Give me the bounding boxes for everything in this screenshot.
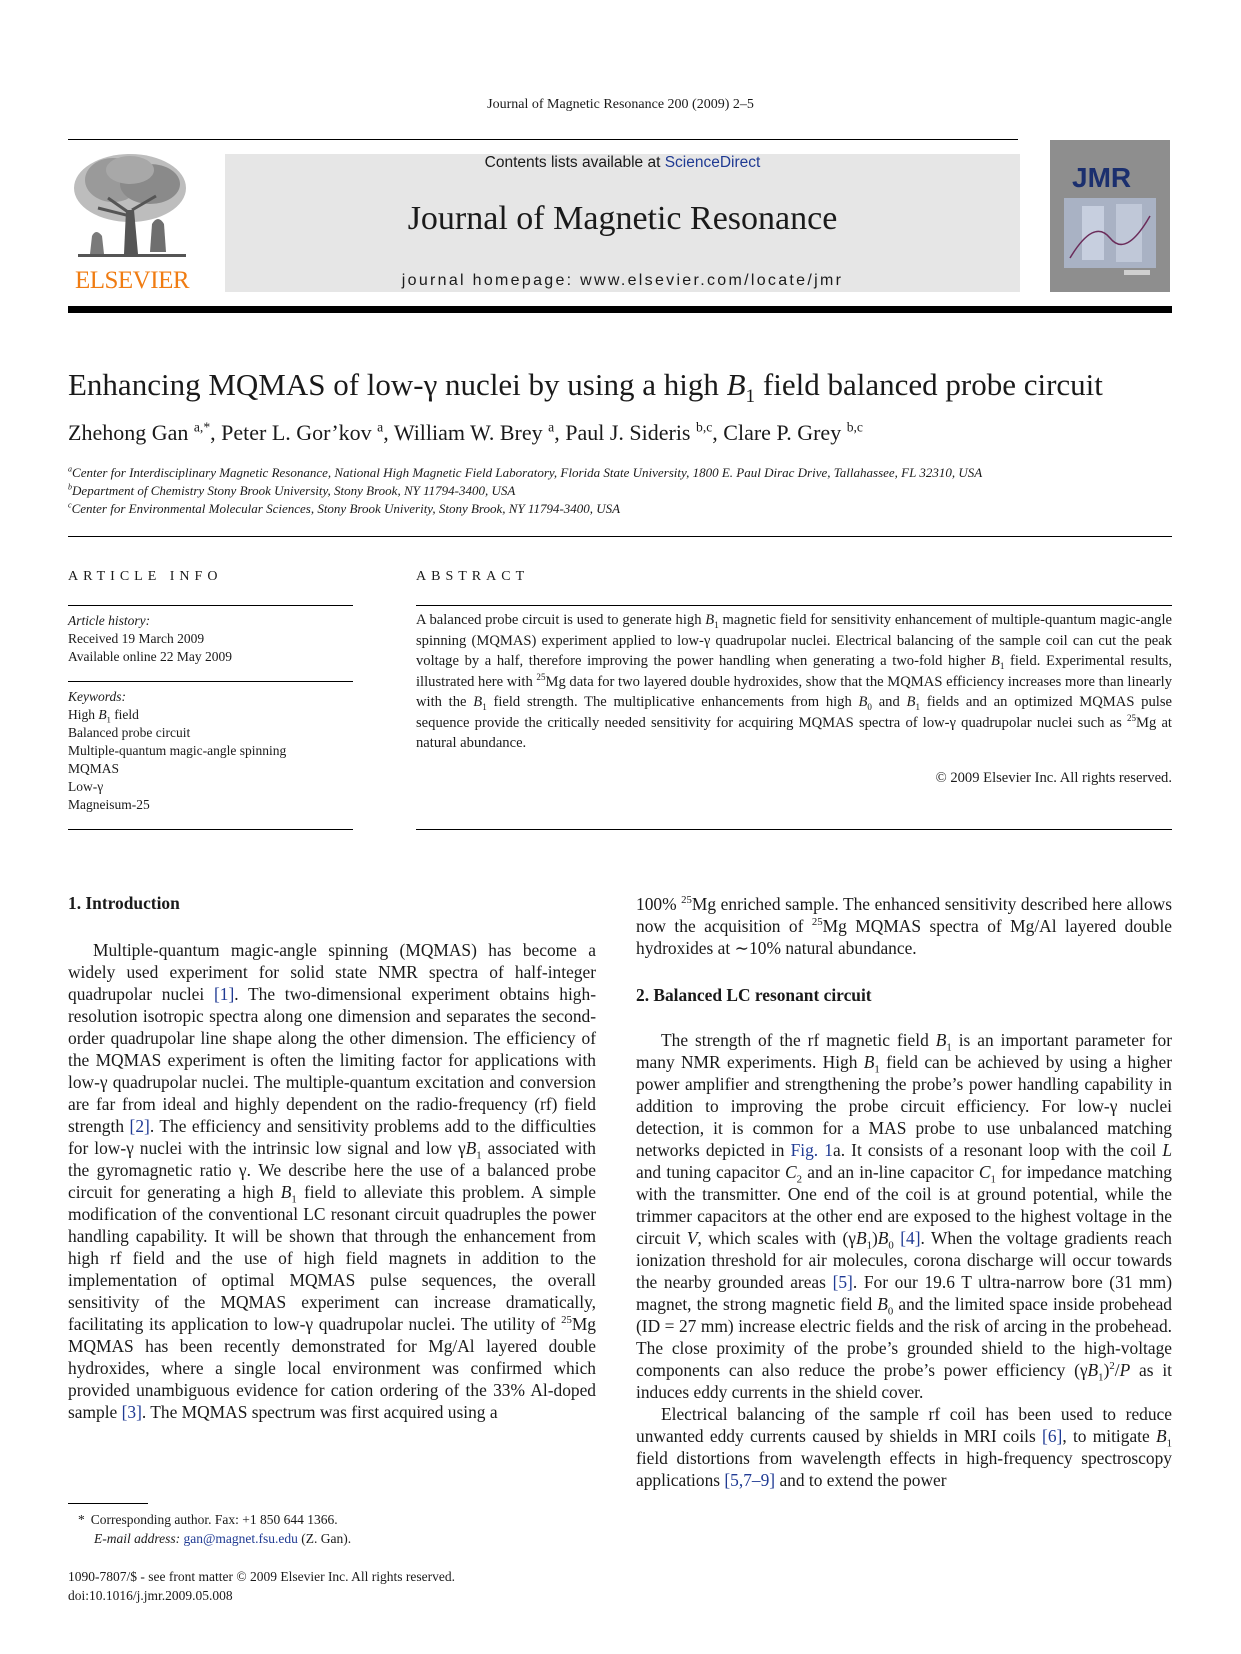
section-heading-introduction: 1. Introduction bbox=[68, 893, 180, 913]
paragraph: Electrical balancing of the sample rf coil has been used to reduce unwanted eddy currents caused by shields in MRI coils [6], to mitigate $B_1$ field distortions from wavelength effects in high-frequency spectroscopy applications [5,7–9] and to extend the power bbox=[636, 1404, 1172, 1490]
elsevier-logo bbox=[68, 150, 196, 295]
affiliation: $^b$Department of Chemistry Stony Brook University, Stony Brook, NY 11794-3400, USA bbox=[68, 482, 516, 498]
author-name[interactable]: Zhehong Gan bbox=[68, 420, 189, 445]
journal-homepage[interactable]: journal homepage: www.elsevier.com/locate/jmr bbox=[401, 272, 844, 289]
cover-title: JMR bbox=[1072, 162, 1132, 193]
author-affiliation-mark[interactable]: a,* bbox=[193, 419, 211, 435]
citation-link[interactable]: [3] bbox=[121, 1402, 142, 1422]
header-rule bbox=[68, 139, 1018, 140]
contents-line bbox=[225, 154, 1020, 172]
email-note: E-mail address: gan@magnet.fsu.edu (Z. Gan). bbox=[94, 1531, 352, 1546]
abstract-copyright: © 2009 Elsevier Inc. All rights reserved. bbox=[935, 770, 1172, 786]
paragraph: The strength of the rf magnetic field $B_1$ is an important parameter for many NMR experiments. High $B_1$ field can be achieved by using a higher power amplifier and strengthening the probe’s power handling capability in addition to improving the probe circuit efficiency. For low-γ nuclei detection, it is common for a MAS probe to use unbalanced matching networks depicted in Fig. 1a. It consists of a resonant loop with the coil L and tuning capacitor $C_2$ and an in-line capacitor $C_1$ for impedance matching with the transmitter. One end of the coil is at ground potential, while the trimmer capacitors at the other end are exposed to the highest voltage in the circuit V, which scales with $(\gamma B_1)B_0$ [4]. When the voltage gradients reach ionization threshold for air molecules, corona discharge will occur towards the nearby grounded areas [5]. For our 19.6 T ultra-narrow bore (31 mm) magnet, the strong magnetic field $B_0$ and the limited space inside probehead (ID = 27 mm) increase electric fields and the risk of arcing in the probehead. The close proximity of the probe’s grounded shield to the high-voltage components can also reduce the probe’s power efficiency $(\gamma B_1)^2/P$ as it induces eddy currents in the shield cover. bbox=[636, 1030, 1172, 1402]
citation-link[interactable]: [1] bbox=[213, 984, 235, 1004]
journal-name: Journal of Magnetic Resonance bbox=[407, 200, 838, 237]
email-link[interactable]: gan@magnet.fsu.edu bbox=[183, 1531, 298, 1546]
author-affiliation-mark[interactable]: a bbox=[548, 419, 555, 435]
article-info-rule bbox=[68, 829, 353, 830]
contents-prefix: Contents lists available at bbox=[484, 154, 661, 171]
author-affiliation-mark[interactable]: a bbox=[377, 419, 384, 435]
abstract-rule bbox=[416, 605, 1172, 606]
footnote-rule bbox=[68, 1503, 148, 1504]
sciencedirect-link[interactable]: ScienceDirect bbox=[664, 154, 761, 171]
author-name[interactable]: Paul J. Sideris bbox=[565, 420, 691, 445]
available-date: Available online 22 May 2009 bbox=[68, 649, 232, 664]
citation-link[interactable]: [6] bbox=[1042, 1426, 1063, 1446]
author-name[interactable]: Clare P. Grey bbox=[723, 420, 842, 445]
author-name[interactable]: William W. Brey bbox=[393, 420, 543, 445]
keywords-label: Keywords: bbox=[68, 689, 126, 704]
section-heading-lc-circuit: 2. Balanced LC resonant circuit bbox=[636, 985, 872, 1005]
keyword: Multiple-quantum magic-angle spinning bbox=[68, 743, 287, 758]
article-info-rule bbox=[68, 681, 353, 682]
running-header: Journal of Magnetic Resonance 200 (2009) 2–5 bbox=[487, 97, 754, 112]
author-name[interactable]: Peter L. Gor’kov bbox=[221, 420, 372, 445]
keyword: Low-γ bbox=[68, 779, 104, 794]
abstract-text: A balanced probe circuit is used to generate high $B_1$ magnetic field for sensitivity enhancement of multiple-quantum magic-angle spinning (MQMAS) experiment applied to low-γ quadrupolar nuclei. Electrical balancing of the sample coil can cut the peak voltage by a half, therefore improving the power handling when generating a two-fold higher $B_1$ field. Experimental results, illustrated here with $^{25}$Mg data for two layered double hydroxides, show that the MQMAS efficiency increases more than linearly with the $B_1$ field strength. The multiplicative enhancements from high $B_0$ and $B_1$ fields and an optimized MQMAS pulse sequence provide the critically needed sensitivity for acquiring MQMAS spectra of low-γ quadrupolar nuclei such as $^{25}$Mg at natural abundance. bbox=[416, 612, 1173, 751]
author-affiliation-mark[interactable]: b,c bbox=[846, 419, 863, 435]
received-date: Received 19 March 2009 bbox=[68, 631, 205, 646]
masthead-rule bbox=[68, 306, 1172, 313]
elsevier-tree-icon bbox=[68, 150, 196, 262]
keyword: MQMAS bbox=[68, 761, 120, 776]
lc-circuit-body bbox=[636, 1029, 1172, 1491]
author-list: Zhehong Gan $^{a,*}$, Peter L. Gor’kov $^a$, William W. Brey $^a$, Paul J. Sideris $^{b,c}$, Clare P. Grey $^{b,c}$ bbox=[68, 419, 863, 445]
figure-link[interactable]: Fig. 1 bbox=[790, 1140, 833, 1160]
introduction-continuation bbox=[636, 893, 1172, 959]
keyword: High $B_1$ field bbox=[68, 707, 139, 725]
article-title: Enhancing MQMAS of low-γ nuclei by using a high $B_1$ field balanced probe circuit bbox=[68, 367, 1103, 408]
citation-link[interactable]: [5,7–9] bbox=[724, 1470, 776, 1490]
introduction-body bbox=[68, 939, 596, 1423]
paragraph: 100% $^{25}$Mg enriched sample. The enhanced sensitivity described here allows now the acquisition of $^{25}$Mg MQMAS spectra of Mg/Al layered double hydroxides at ∼10% natural abundance. bbox=[636, 894, 1173, 958]
citation-link[interactable]: [5] bbox=[832, 1272, 853, 1292]
keyword: Magneisum-25 bbox=[68, 797, 150, 812]
cover-figure-icon bbox=[1064, 198, 1156, 276]
doi-line[interactable]: doi:10.1016/j.jmr.2009.05.008 bbox=[68, 1588, 233, 1603]
article-history-label: Article history: bbox=[68, 613, 151, 628]
citation-link[interactable]: [4] bbox=[900, 1228, 921, 1248]
affiliation: $^a$Center for Interdisciplinary Magnetic Resonance, National High Magnetic Field Laboratory, Florida State University, 1800 E. Paul Dirac Drive, Tallahassee, FL 32310, USA bbox=[68, 464, 983, 480]
corresponding-author-note: * Corresponding author. Fax: +1 850 644 1366. bbox=[78, 1512, 338, 1527]
citation-link[interactable]: [2] bbox=[129, 1116, 150, 1136]
elsevier-wordmark: ELSEVIER bbox=[74, 267, 190, 294]
issn-line: 1090-7807/$ - see front matter © 2009 Elsevier Inc. All rights reserved. bbox=[68, 1569, 456, 1584]
article-info-heading: ARTICLE INFO bbox=[68, 569, 223, 584]
masthead bbox=[225, 154, 1020, 292]
journal-cover bbox=[1050, 140, 1170, 292]
paragraph: Multiple-quantum magic-angle spinning (MQMAS) has become a widely used experiment for solid state NMR spectra of half-integer quadrupolar nuclei [1]. The two-dimensional experiment obtains high-resolution isotropic spectra along one dimension and separates the second-order quadrupolar line shape along the other dimension. The efficiency of the MQMAS experiment is often the limiting factor for applications with low-γ quadrupolar nuclei. The multiple-quantum excitation and conversion are far from ideal and highly dependent on the radio-frequency (rf) field strength [2]. The efficiency and sensitivity problems add to the difficulties for low-γ nuclei with the intrinsic low signal and low $\gamma B_1$ associated with the gyromagnetic ratio γ. We describe here the use of a balanced probe circuit for generating a high $B_1$ field to alleviate this problem. A simple modification of the conventional LC resonant circuit quadruples the power handling capability. It will be shown that through the enhancement from high rf field and the use of high field magnets in addition to the implementation of optimal MQMAS pulse sequences, the overall sensitivity of the MQMAS experiment can increase dramatically, facilitating its application to low-γ quadrupolar nuclei. The utility of $^{25}$Mg MQMAS has been recently demonstrated for Mg/Al layered double hydroxides, where a single local environment was confirmed which provided unambiguous evidence for cation ordering of the 33% Al-doped sample [3]. The MQMAS spectrum was first acquired using a bbox=[68, 940, 597, 1422]
author-affiliation-mark[interactable]: b,c bbox=[696, 419, 713, 435]
keyword: Balanced probe circuit bbox=[68, 725, 191, 740]
abstract-rule bbox=[416, 829, 1172, 830]
affiliation: $^c$Center for Environmental Molecular Sciences, Stony Brook Univerity, Stony Brook, NY 11794-3400, USA bbox=[68, 500, 621, 516]
article-info-rule bbox=[68, 605, 353, 606]
abstract-heading: ABSTRACT bbox=[416, 569, 530, 584]
title-block-rule bbox=[68, 536, 1172, 537]
